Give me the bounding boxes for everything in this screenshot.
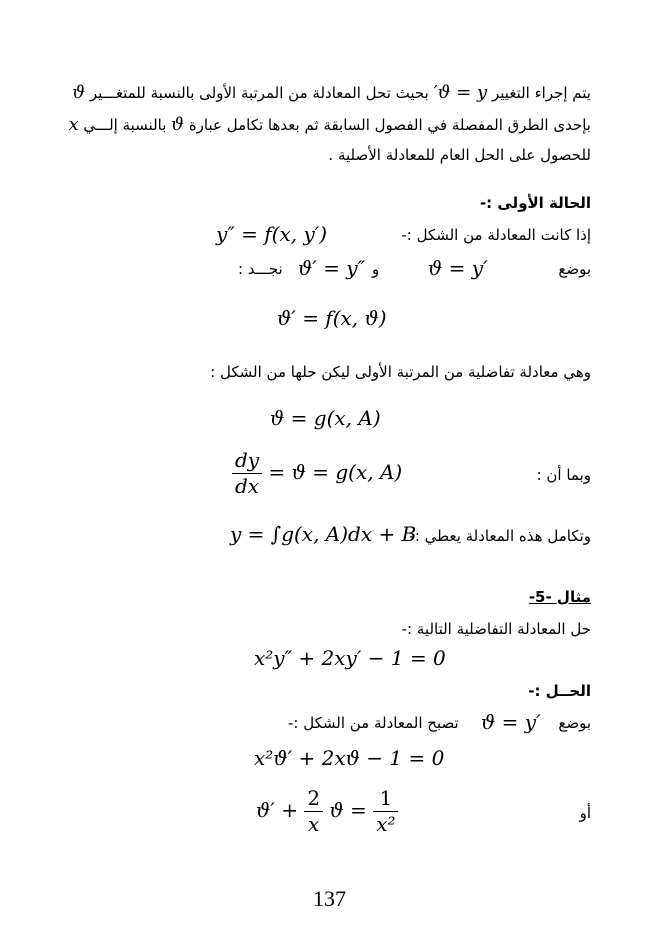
intro-line-2-var: ϑ <box>171 114 185 135</box>
intro-line-1-eq: ϑ = y′ <box>433 82 488 103</box>
case1-find-label: نجـــد : <box>238 260 283 278</box>
case1-solution-equation: ϑ = g(x, A) <box>270 406 381 430</box>
case1-integration-equation: y = ∫g(x, A)dx + B <box>230 522 417 546</box>
case1-form-label: إذا كانت المعادلة من الشكل :- <box>401 226 591 244</box>
intro-line-1 <box>72 84 591 102</box>
x2-denominator: x² <box>376 812 396 836</box>
example-task: حل المعادلة التفاضلية التالية :- <box>401 620 591 638</box>
intro-line-2 <box>68 116 591 134</box>
solution-set-label: بوضع <box>558 714 591 732</box>
case1-derivative-equation <box>232 450 402 497</box>
case1-set-eq2: ϑ′ = y″ <box>298 256 366 280</box>
intro-line-2-text-a: بإحدى الطرق المفصلة في الفصول السابقة ثم بعدها تكامل عبارة <box>188 116 591 134</box>
case1-set-eq1: ϑ = y′ <box>428 256 488 280</box>
final-mid: ϑ = <box>329 798 367 822</box>
two-over-x-fraction <box>304 788 323 835</box>
solution-becomes-text: تصبح المعادلة من الشكل :- <box>288 714 459 732</box>
intro-line-3: للحصول على الحل العام للمعادلة الأصلية . <box>328 146 591 164</box>
dx-denominator: dx <box>235 474 260 498</box>
solution-set-equation: ϑ = y′ <box>481 710 541 734</box>
x-denominator: x <box>308 812 320 836</box>
derivative-rest: = ϑ = g(x, A) <box>268 460 403 484</box>
intro-line-1-text-b: بحيث تحل المعادلة من المرتبة الأولى بالنسبة للمتغـــير <box>89 84 429 102</box>
case1-note: وهي معادلة تفاضلية من المرتبة الأولى ليكن حلها من الشكل : <box>210 363 591 381</box>
case1-and-word: و <box>372 260 380 278</box>
dy-numerator: dy <box>232 450 262 474</box>
intro-line-2-x: x <box>68 114 79 135</box>
or-label: أو <box>579 804 591 822</box>
intro-line-2-text-b: بالنسبة إلـــي <box>83 116 167 134</box>
case1-since-label: وبما أن : <box>536 466 591 484</box>
final-equation <box>256 788 398 835</box>
case1-heading: الحالة الأولى :- <box>479 194 591 212</box>
intro-line-1-text-a: يتم إجراء التغيير <box>492 84 591 102</box>
case1-ode-equation: ϑ′ = f(x, ϑ) <box>277 306 387 330</box>
case1-integration-label: وتكامل هذه المعادلة يعطي :- <box>409 527 591 545</box>
final-left: ϑ′ + <box>256 798 298 822</box>
solution-heading: الحــل :- <box>528 682 591 700</box>
one-over-x2-fraction <box>373 788 398 835</box>
one-numerator: 1 <box>373 788 398 812</box>
dy-dx-fraction <box>232 450 262 497</box>
case1-set-label: بوضع <box>558 260 591 278</box>
page-number: 137 <box>313 886 346 911</box>
two-numerator: 2 <box>304 788 323 812</box>
case1-form-equation: y″ = f(x, y′) <box>216 222 328 246</box>
example-equation: x²y″ + 2xy′ − 1 = 0 <box>254 646 446 670</box>
example-heading: مثال -5- <box>528 588 591 606</box>
solution-transformed-equation: x²ϑ′ + 2xϑ − 1 = 0 <box>254 746 445 770</box>
intro-line-1-var: ϑ <box>72 82 86 103</box>
